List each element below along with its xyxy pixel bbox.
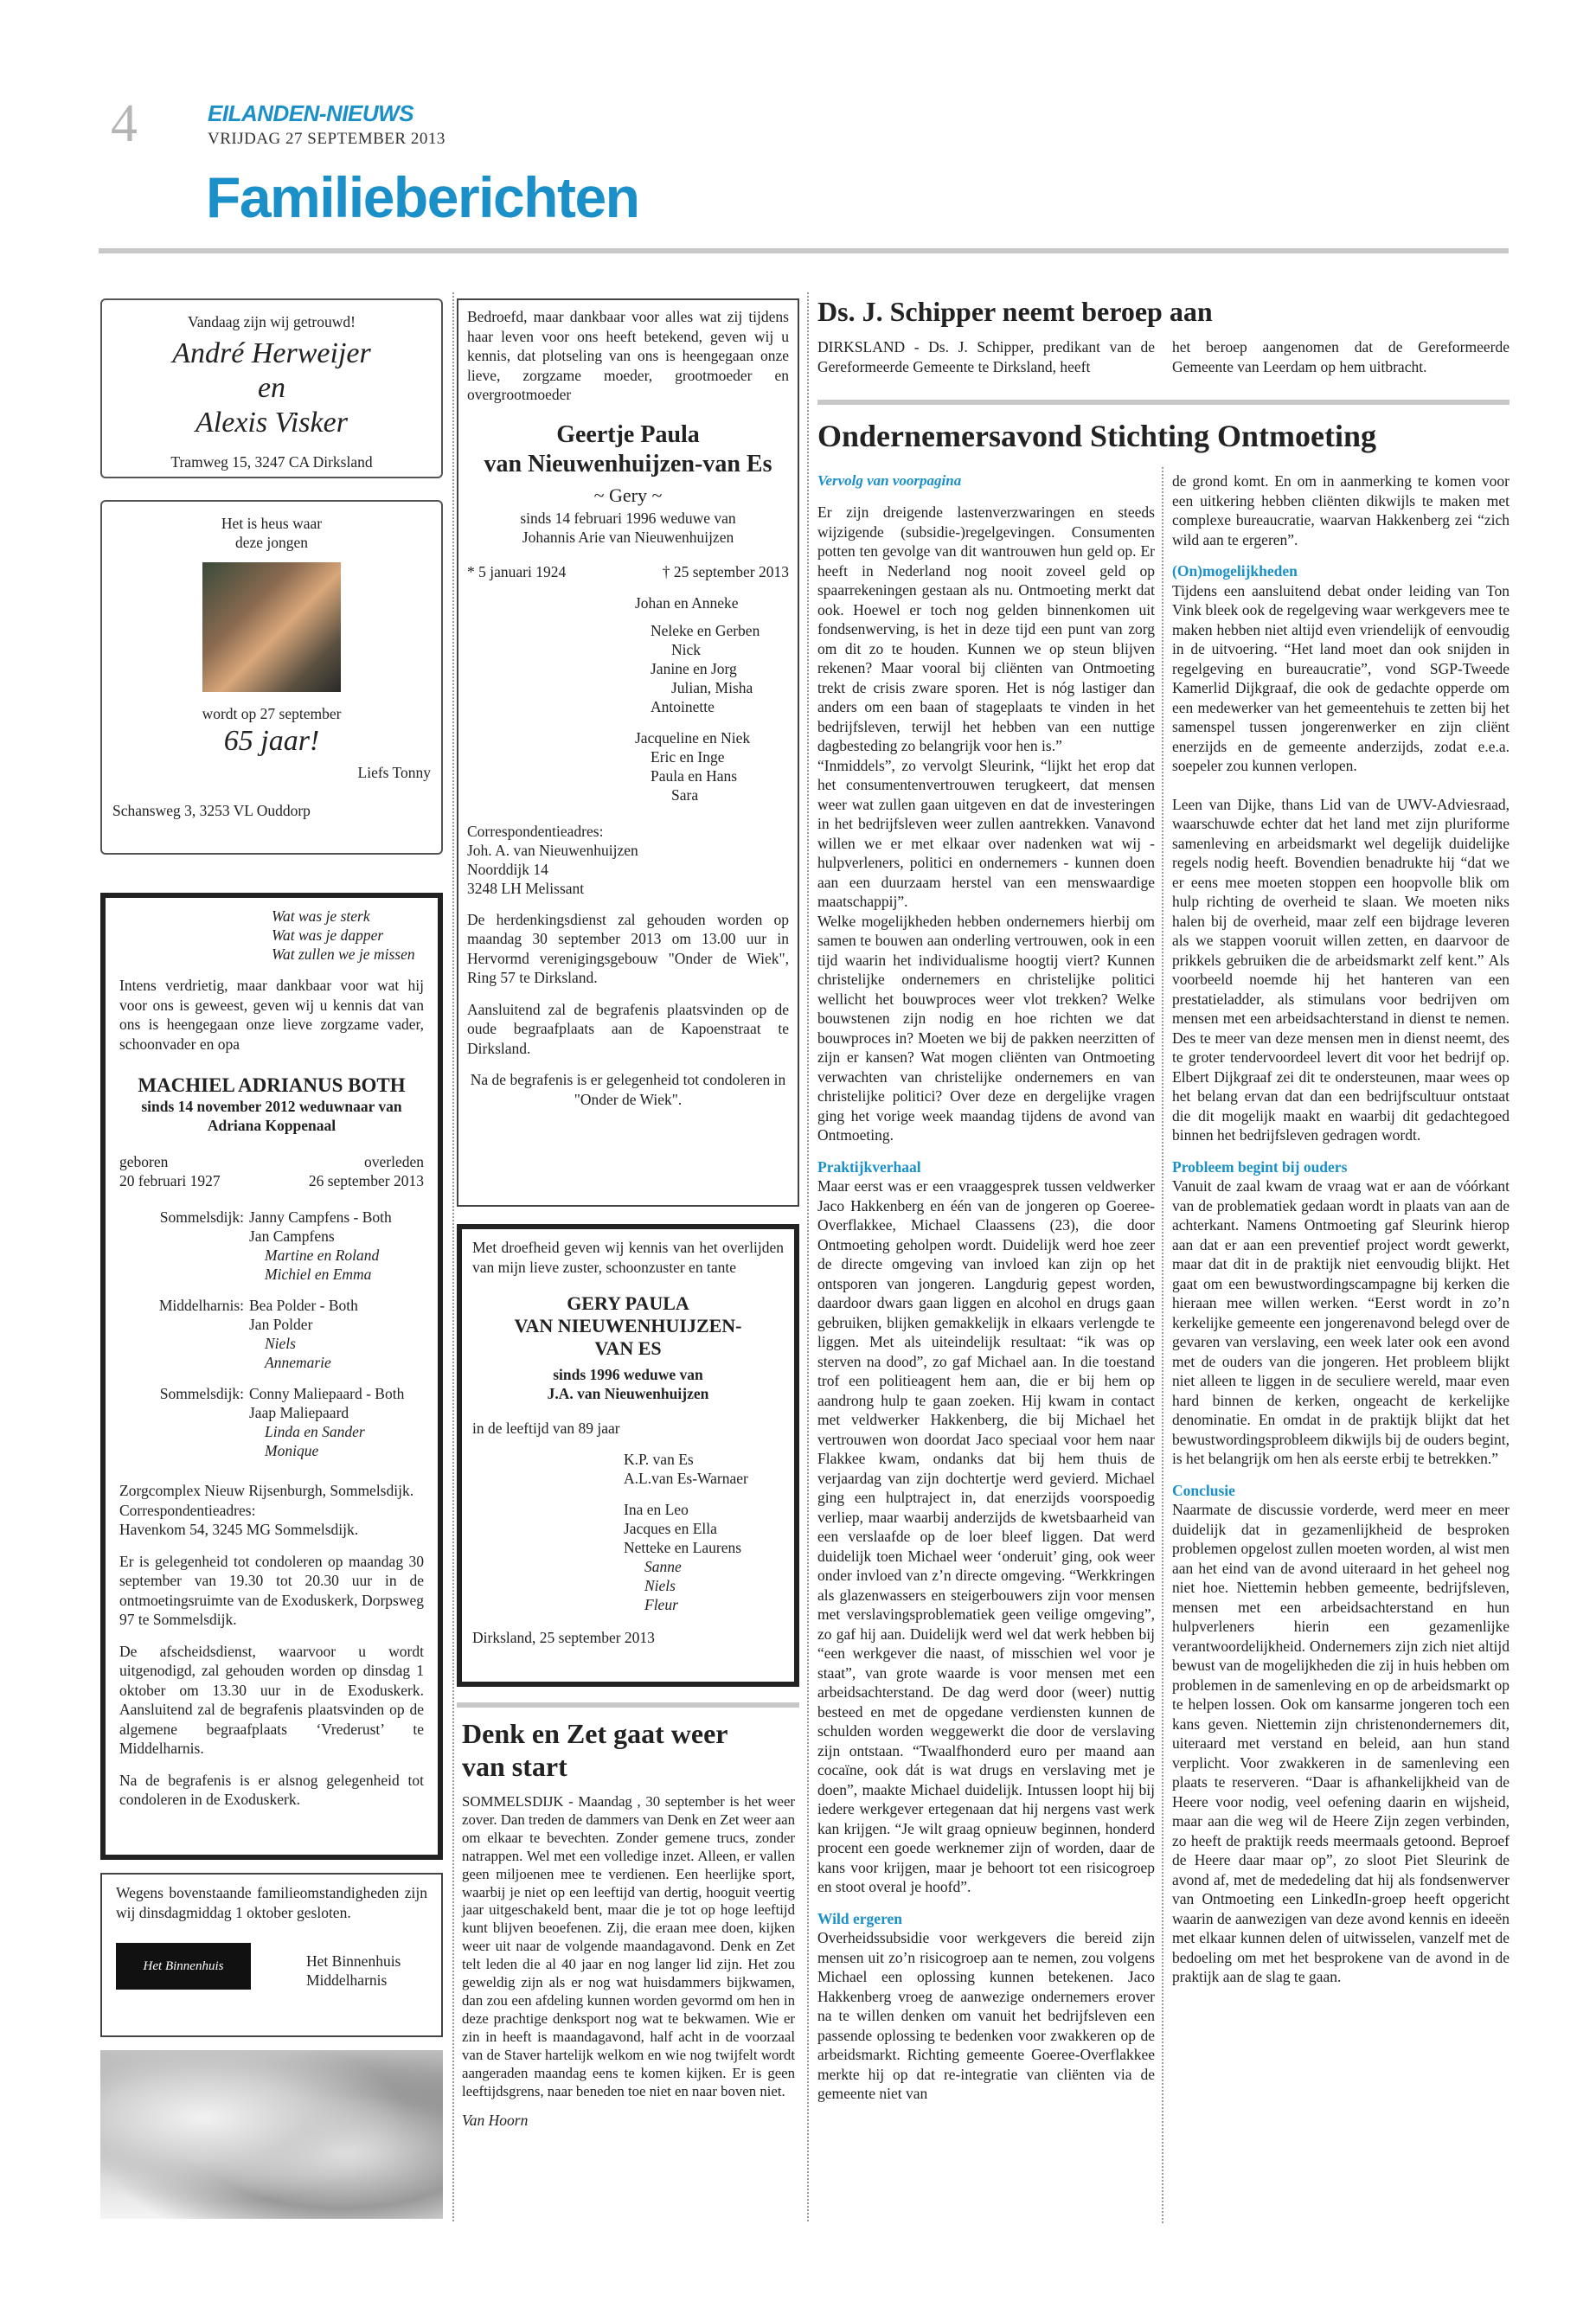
- died-date: 26 september 2013: [308, 1172, 424, 1189]
- article-paragraph: Vanuit de zaal kwam de vraag wat er aan de vóórkant van de problematiek gedaan wordt in plaats van aan de achterkant. Namens Ontmoeting gaf Sleurink hierop aan dat er aan een preventief project wordt gewerkt, maar dat dit in de praktijk niet eenvoudig blijkt. Het gaat om een bewustwordingscampagne bij kerken die hieraan mee willen werken. “Eerst wordt in zo’n kerkelijke gemeente een jongerenavond belegd over de gevaren van verslaving, een week later ook een avond met de ouders van die jongeren. Het probleem blijkt niet alleen te liggen in de seculiere wereld, maar even hard binnen de kerken, ongeacht de kerkelijke denominatie. En omdat in de praktijk blijkt dat het bewustwordingsprobleem dikwijls bij de ouders begint, is het belangrijk om hen als eerste erbij te betrekken.”: [1172, 1177, 1509, 1467]
- section-title: Familieberichten: [206, 165, 639, 229]
- born-label: geboren: [119, 1153, 169, 1170]
- family-group: [119, 1384, 424, 1460]
- page-number: 4: [111, 94, 138, 153]
- deceased-name-1: GERY PAULA: [567, 1292, 689, 1314]
- died-label: overleden: [364, 1153, 424, 1170]
- wedding-name-1: André Herweijer: [172, 337, 371, 369]
- article-title: van start: [462, 1751, 567, 1782]
- article-body: SOMMELSDIJK - Maandag , 30 september is het weer zover. Dan treden de dammers van Denk en Zet weer aan om elkaar te bevechten. Zonder gemene trucs, zonder natrappen. Wel met een volledige inzet. Alleen, er vallen geen miljoenen mee te verdienen. Een heerlijke sport, waarbij je niet op een leeftijd van dertig, hooguit veertig jaar uitgeschakeld bent, maar die je tot op hoge leeftijd kunt blijven beoefenen. Zij, die eraan mee doen, kijken weer uit naar de volgende maandagavond. Denk en Zet telt leden die al 40 jaar en nog langer lid zijn. Het zou geweldig zijn als er nog wat huisdammers bijkwamen, dan zou een afdeling kunnen worden gevormd om hen in deze prachtige denksport nog wat te bekwamen. Wie er zin in heeft is maandagavond, half acht in de voorzaal van de Staver hartelijk welkom en wie nog twijfelt wordt aangeraden maandag eens te komen kijken. Er is geen leeftijdsgrens, naar beneden toe niet en naar boven niet.: [462, 1793, 795, 2099]
- died-date: † 25 september 2013: [662, 562, 789, 580]
- column-divider: [807, 292, 809, 2221]
- obituary-intro: Intens verdrietig, maar dankbaar voor wat hij voor ons is geweest, geven wij u kennis dat van ons is heengegaan onze lieve zorgzame vader, schoonvader en opa: [119, 977, 424, 1053]
- article-subheading: Praktijkverhaal: [817, 1157, 921, 1176]
- born-date: 20 februari 1927: [119, 1172, 221, 1189]
- closure-sign: Middelharnis: [306, 1971, 388, 1989]
- correspondence-line: 3248 LH Melissant: [467, 879, 585, 897]
- poem-line: Wat zullen we je missen: [272, 945, 415, 963]
- article-ontmoeting: [817, 417, 1509, 455]
- correspondence-address: Havenkom 54, 3245 MG Sommelsdijk.: [119, 1521, 359, 1538]
- article-paragraph: Welke mogelijkheden hebben ondernemers hierbij om samen te bouwen aan onderling vertrouwen, ook in een tijd waarin het individualisme hoogtij viert? Kunnen christelijke ondernemers en christelijke politici wellicht het bouwproces weer vlot trekken? Welke bouwstenen zijn nodig en hoe richten we dat bouwproces in? Moeten we bij de pakken neerzitten of zijn er kansen? Wat mogen cliënten van Ontmoeting verwachten van christelijke ondernemers en van christelijke politici? Over deze en dergelijke vragen ging het vorige week maandag tijdens de avond van Ontmoeting.: [817, 912, 1155, 1144]
- article-paragraph: “Inmiddels”, zo vervolgt Sleurink, “lijkt het erop dat het consumentenvertrouwen terugkeert, dat mensen weer wat zullen gaan uitgeven en dat de investeringen in het bedrijfsleven weer zullen aantrekken. Vanavond willen we er met elkaar over nadenken wat wij - hulpverleners, politici en ondernemers - kunnen doen aan een duurzaam herstel van een menswaardige maatschappij”.: [817, 756, 1155, 910]
- widow-line-1: sinds 1996 weduwe van: [553, 1366, 703, 1383]
- article-paragraph: Leen van Dijke, thans Lid van de UWV-Adviesraad, waarschuwde echter dat het land met zijn pluriforme samenleving en arbeidsmarkt wel degelijk duidelijke regels nodig heeft. Bovendien benadrukte hij “dat we er eens mee moeten stoppen een hoopvolle blik om hulp richting de overheid te slaan. We moeten niks halen bij de overheid, maar zelf een bijdrage leveren als we stappen vooruit willen zetten, en daarvoor de prikkels gebruiken die de arbeidsmarkt zelf kent.” Als voorbeeld noemde hij het hanteren van een prestatieladder, als stimulans voor bedrijven om mensen met een arbeidsachterstand in dienst te nemen. Des te meer van deze mensen men in dienst neemt, des te groter tendervoordeel levert dit voor het bedrijf op. Elbert Dijkgraaf zei dit te ondersteunen, maar wees op het belang ervan dat dan een bedrijfscultuur ontstaat die dit mogelijk maakt en waarbij dit gedachtegoed binnen het bedrijfsleven gedragen wordt.: [1172, 795, 1509, 1144]
- birthday-line-1: Het is heus waar: [221, 515, 323, 532]
- article-column-1: [817, 471, 1155, 2227]
- article-paragraph: Er zijn dreigende lastenverzwaringen en steeds wijzigende (subsidie-)regelgevingen. Consumenten potten ten gevolge van dit wantrouwen hun geld op. Er heeft in Nederland nog nooit zoveel geld op spaarrekeningen gestaan als nu. Ontmoeting merkt dat ook. Hoewel er toch nog gelden binnenkomen uit fondsenwerving, is het in deze tijd een punt van zorg om dit zo te houden. Kunnen we op steun blijven rekenen? Maar vooral bij cliënten van Ontmoeting trekt de crisis zware sporen. Het is nóg lastiger dan anders om een baan of stageplaats te vinden in het bedrijfsleven, terwijl het hebben van een nuttige dagbesteding zo belangrijk voor hen is.”: [817, 503, 1155, 754]
- family-list: [467, 593, 789, 804]
- deceased-name: MACHIEL ADRIANUS BOTH: [138, 1074, 406, 1096]
- obituary-footer: Dirksland, 25 september 2013: [472, 1629, 655, 1646]
- family-name: A.L.van Es-Warnaer: [624, 1470, 748, 1487]
- birthday-sign: Liefs Tonny: [357, 764, 431, 781]
- family-kids: Martine en Roland: [265, 1247, 380, 1264]
- article-subheading: Conclusie: [1172, 1481, 1235, 1499]
- article-column: het beroep aangenomen dat de Gereformeerde Gemeente van Leerdam op hem uitbracht.: [1172, 338, 1509, 375]
- family-kids: Monique: [265, 1442, 319, 1459]
- family-name: Johan en Anneke: [635, 593, 739, 612]
- birthday-age: 65 jaar!: [223, 725, 320, 757]
- issue-date: VRIJDAG 27 SEPTEMBER 2013: [208, 130, 445, 148]
- article-subheading: Probleem begint bij ouders: [1172, 1157, 1348, 1176]
- wedding-intro: Vandaag zijn wij getrouwd!: [188, 313, 356, 330]
- correspondence-line: Joh. A. van Nieuwenhuijzen: [467, 841, 638, 859]
- family-name: Netteke en Laurens: [624, 1539, 742, 1556]
- family-name: Eric en Inge: [651, 747, 725, 766]
- age-line: in de leeftijd van 89 jaar: [472, 1420, 620, 1437]
- poem-line: Wat was je dapper: [272, 926, 384, 944]
- article-author: Van Hoorn: [462, 2112, 529, 2130]
- deceased-nickname: ~ Gery ~: [593, 484, 663, 506]
- wedding-name-2: Alexis Visker: [195, 407, 348, 439]
- family-name: Paula en Hans: [651, 766, 738, 785]
- family-kids: Annemarie: [265, 1354, 331, 1371]
- shop-logo: Het Binnenhuis: [116, 1943, 251, 1990]
- article-subheading: (On)mogelijkheden: [1172, 562, 1298, 580]
- family-place: Sommelsdijk:: [159, 1385, 244, 1402]
- family-name: Janine en Jorg: [651, 659, 737, 677]
- widow-line-1: sinds 14 februari 1996 weduwe van: [520, 509, 736, 527]
- dates-values: [119, 1171, 424, 1190]
- article-rule: [817, 400, 1509, 405]
- family-kids: Niels: [644, 1577, 676, 1594]
- family-name: Neleke en Gerben: [651, 621, 760, 639]
- after-burial-info: Na de begrafenis is er alsnog gelegenheid tot condoleren in de Exoduskerk.: [119, 1771, 424, 1808]
- wedding-address: Tramweg 15, 3247 CA Dirksland: [170, 453, 373, 471]
- article-subheading: Wild ergeren: [817, 1909, 903, 1927]
- article-rule: [457, 1702, 799, 1708]
- family-kids: Niels: [265, 1335, 296, 1352]
- article-column-2: [1172, 471, 1509, 2227]
- deceased-name-2: VAN NIEUWENHUIJZEN-: [514, 1315, 742, 1336]
- correspondence-label: Correspondentieadres:: [467, 822, 604, 840]
- birthday-photo: [202, 562, 341, 692]
- family-name: Jaap Maliepaard: [249, 1404, 349, 1421]
- birthday-announcement: [100, 500, 443, 855]
- dates-labels: [119, 1152, 424, 1171]
- winter-photo: [100, 2050, 443, 2219]
- service-info: De herdenkingsdienst zal gehouden worden op maandag 30 september 2013 om 13.00 uur in Hervormd verenigingsgebouw "Onder de Wiek", Ring 57 te Dirksland.: [467, 910, 789, 986]
- family-list: [119, 1208, 424, 1460]
- article-title: Ds. J. Schipper neemt beroep aan: [817, 296, 1213, 327]
- family-name: Jan Polder: [249, 1316, 313, 1333]
- family-name: Jacqueline en Niek: [635, 728, 751, 747]
- family-kids: Sanne: [644, 1558, 682, 1575]
- family-place: Middelharnis:: [158, 1297, 244, 1314]
- closure-sign: Het Binnenhuis: [306, 1952, 401, 1970]
- family-name: Jacques en Ella: [624, 1520, 717, 1537]
- correspondence-label: Correspondentieadres:: [119, 1501, 256, 1519]
- family-name: Julian, Misha: [671, 678, 753, 696]
- article-paragraph: Naarmate de discussie vorderde, werd meer en meer duidelijk dat in gezamenlijkheid de besproken problemen opgelost zullen moeten worden, al wist men aan het eind van de avond uiteraard in het geheel nog niet hoe. Niettemin hebben gemeente, bedrijfsleven, mensen met een arbeidsachterstand en hun hulpverleners hierin een gezamenlijke verantwoordelijkheid. Ondernemers zijn zich niet altijd bewust van de mogelijkheden die zij in huis hebben om problemen in de samenleving en op de arbeidsmarkt op te helpen lossen. Ook om kansarme jongeren toch een kans geven. Niettemin zijn christenondernemers dit, uiteraard met verstand en beleid, aan hun stand verplicht. Voor zwakkeren in de samenleving een plaats te reserveren. “Daar is afhankelijkheid van de Heere voor nodig, veel oefening daarin en wijsheid, maar aan die weg wil de Heere Zijn zegen verbinden, zo heeft de praktijk reeds meermaals getoond. Beproef de Heere daar maar op”, zo sloot Piet Sleurink de avond af, met de mededeling dat hij als fondsenwerver van Ontmoeting een LinkedIn-groep heeft opgericht waarin de aanwezigen van deze avond kennis en ideeën met elkaar kunnen delen of uitwisselen, vanzelf met de bedoeling om met het besprokene van de avond in de praktijk aan de slag te gaan.: [1172, 1501, 1509, 1985]
- birthday-address: Schansweg 3, 3253 VL Ouddorp: [112, 802, 311, 819]
- column-divider: [452, 292, 454, 2221]
- closure-text: Wegens bovenstaande familieomstandigheden zijn wij dinsdagmiddag 1 oktober gesloten.: [116, 1884, 427, 1921]
- family-name: Janny Campfens - Both: [249, 1208, 392, 1226]
- family-name: Conny Maliepaard - Both: [249, 1385, 405, 1402]
- family-name: Antoinette: [651, 697, 715, 715]
- family-name: Ina en Leo: [624, 1501, 689, 1518]
- born-date: * 5 januari 1924: [467, 562, 567, 580]
- obituary-intro: Met droefheid geven wij kennis van het overlijden van mijn lieve zuster, schoonzuster en tante: [472, 1239, 784, 1276]
- after-burial-info: Na de begrafenis is er gelegenheid tot condoleren in "Onder de Wiek".: [470, 1071, 786, 1108]
- family-list: [472, 1450, 784, 1614]
- column-divider: [1162, 467, 1163, 2223]
- deceased-name-3: VAN ES: [594, 1337, 662, 1359]
- closure-notice: [100, 1873, 443, 2037]
- family-kids: Fleur: [644, 1596, 678, 1613]
- family-place: Sommelsdijk:: [159, 1208, 244, 1226]
- family-kids: Michiel en Emma: [265, 1266, 372, 1283]
- article-title: Ondernemersavond Stichting Ontmoeting: [817, 419, 1377, 453]
- birthday-line-3: wordt op 27 september: [202, 705, 342, 722]
- family-name: Jan Campfens: [249, 1227, 335, 1245]
- family-group: [119, 1296, 424, 1372]
- obituary-poem: [119, 907, 424, 964]
- article-paragraph: Tijdens een aansluitend debat onder leiding van Ton Vink bleek ook de regelgeving waar werkgevers mee te maken hebben niet altijd even vriendelijk of eenvoudig in de uitvoering. “Het land moet dan ook snijden in regelgeving en bureaucratie”, vond SGP-Tweede Kamerlid Dijkgraaf, die ook de gedachte opperde om een medewerker van het gemeentehuis te zetten bij het samenspel tussen jongerenwerker en zijn cliënt enerzijds en de gemeente anderzijds, zodat e.e.a. soepeler zou kunnen verlopen.: [1172, 581, 1509, 774]
- family-kids: Linda en Sander: [265, 1423, 365, 1440]
- wedding-announcement: [100, 298, 443, 478]
- widow-line-2: Johannis Arie van Nieuwenhuijzen: [522, 528, 734, 546]
- condolence-info: Er is gelegenheid tot condoleren op maandag 30 september van 19.30 tot 20.30 uur in de ontmoetingsruimte van de Exoduskerk, Dorpsweg 97 te Sommelsdijk.: [119, 1552, 424, 1628]
- family-group: [119, 1208, 424, 1284]
- article-title: Denk en Zet gaat weer: [462, 1718, 728, 1749]
- article-paragraph: Overheidssubsidie voor werkgevers die bereid zijn mensen uit zo’n risicogroep aan te nemen, zou volgens Michael een oplossing kunnen betekenen. Jaco Hakkenberg vroeg de aanwezige ondernemers erover na te willen denken om vanuit het bedrijfsleven een passende oplossing te bedenken voor zwakkeren op de arbeidsmarkt. Richting gemeente Goeree-Overflakkee merkte hij op dat re-integratie van cliënten via de gemeente niet van: [817, 1929, 1155, 2102]
- burial-info: Aansluitend zal de begrafenis plaatsvinden op de oude begraafplaats aan de Kapoenstraat te Dirksland.: [467, 1000, 789, 1057]
- continued-note: Vervolg van voorpagina: [817, 472, 962, 489]
- obituary-gery: [457, 1224, 799, 1687]
- wedding-and: en: [257, 372, 286, 404]
- family-name: Bea Polder - Both: [249, 1297, 358, 1314]
- header-rule: [99, 248, 1509, 253]
- deceased-name-1: Geertje Paula: [556, 420, 700, 448]
- obituary-both: [100, 893, 443, 1860]
- family-name: Nick: [671, 640, 702, 658]
- widower-line: sinds 14 november 2012 weduwnaar van: [141, 1098, 402, 1115]
- article-paragraph: Maar eerst was er een vraaggesprek tussen veldwerker Jaco Hakkenberg en één van de jongeren op Goeree-Overflakkee, Michael Claassens (23), die door Ontmoeting geholpen wordt. Duidelijk werd hoe zeer de directe omgeving van invloed kan zijn op het ontsporen van jongeren. Langdurig gepest worden, daardoor dwars gaan liggen en alcohol en drugs gaan gebruiken, blijken gemakkelijk in elkaars verlengde te liggen. Met als uiteindelijk resultaat: “ik was op sterven na dood”, zo gaf Michael aan. In die toestand trof een politieagent hem aan, die er bij hem op aandrong hulp te gaan zoeken. Hij kwam in contact met veldwerker Hakkenberg, die bij Michael het vertrouwen won doordat Jaco speciaal voor hem naar Flakkee kwam, ondanks dat bij hem thuis de verjaardag van zijn dochtertje werd gevierd. Michael ging een hulptraject in, dat enerzijds voorspoedig verliep, maar waarbij anderzijds de kwetsbaarheid van een verslaafde op de loer bleef liggen. Dat werd duidelijk toen Michael weer ‘onderuit’ ging, ook weer onder invloed van z’n directe omgeving. “Werkkringen als glazenwassers en steigerbouwers zijn voor mensen met verslavingsproblematiek geen veilige omgeving”, zo gaf hij aan. Duidelijk werd wel dat werk hebben bij “een werkgever die naast, of misschien wel voor je staat”, van grote waarde is voor mensen met een arbeidsachterstand. De dag werd door (weer) nuttig besteed en met de opgedane verdiensten kunnen de schulden worden weggewerkt die door de verslaving zijn ontstaan. “Twaalfhonderd euro per maand aan cocaïne, ook dát is wat drugs en verslaving met je doen”, maakte Michael duidelijk. Intussen loopt hij bij iedere werkgever ertegenaan dat hij nergens vast werk kan krijgen. “Je wilt graag opnieuw beginnen, honderd procent een goede werknemer zijn of worden, daar de kans voor krijgen, maar je behoort tot een risicogroep en stoot overal je hoofd”.: [817, 1177, 1155, 1895]
- poem-line: Wat was je sterk: [272, 907, 370, 925]
- article-paragraph: de grond komt. En om in aanmerking te komen voor een uitkering hebben cliënten dikwijls te maken met complexe bureaucratie, waarvan Hakkenberg zei “zich wild aan te ergeren”.: [1172, 472, 1509, 548]
- deceased-name-2: van Nieuwenhuijzen-van Es: [484, 450, 772, 478]
- service-info: De afscheidsdienst, waarvoor u wordt uitgenodigd, zal gehouden worden op dinsdag 1 oktober om 13.30 uur in de Exoduskerk. Aansluitend zal de begrafenis plaatsvinden op de algemene begraafplaats ‘Vrederust’ te Middelharnis.: [119, 1642, 424, 1757]
- obituary-dates: [467, 562, 789, 581]
- family-name: K.P. van Es: [624, 1451, 694, 1468]
- widow-line-2: J.A. van Nieuwenhuijzen: [547, 1385, 709, 1402]
- obituary-geertje: [457, 298, 799, 1207]
- article-schipper: [817, 294, 1509, 376]
- obituary-intro: Bedroefd, maar dankbaar voor alles wat zij tijdens haar leven voor ons heeft betekend, geven wij u kennis, dat plotseling van ons is heengegaan onze lieve, zorgzame moeder, grootmoeder en overgrootmoeder: [467, 308, 789, 403]
- family-name: Sara: [671, 785, 699, 804]
- care-home: Zorgcomplex Nieuw Rijsenburgh, Sommelsdijk.: [119, 1482, 414, 1499]
- correspondence-line: Noorddijk 14: [467, 860, 548, 878]
- article-denk-en-zet: [462, 1717, 795, 2130]
- birthday-line-2: deze jongen: [234, 534, 309, 551]
- newspaper-logo: EILANDEN-NIEUWS: [208, 100, 414, 126]
- spouse-name: Adriana Koppenaal: [207, 1117, 337, 1134]
- article-column: DIRKSLAND - Ds. J. Schipper, predikant van de Gereformeerde Gemeente te Dirksland, heeft: [817, 338, 1155, 375]
